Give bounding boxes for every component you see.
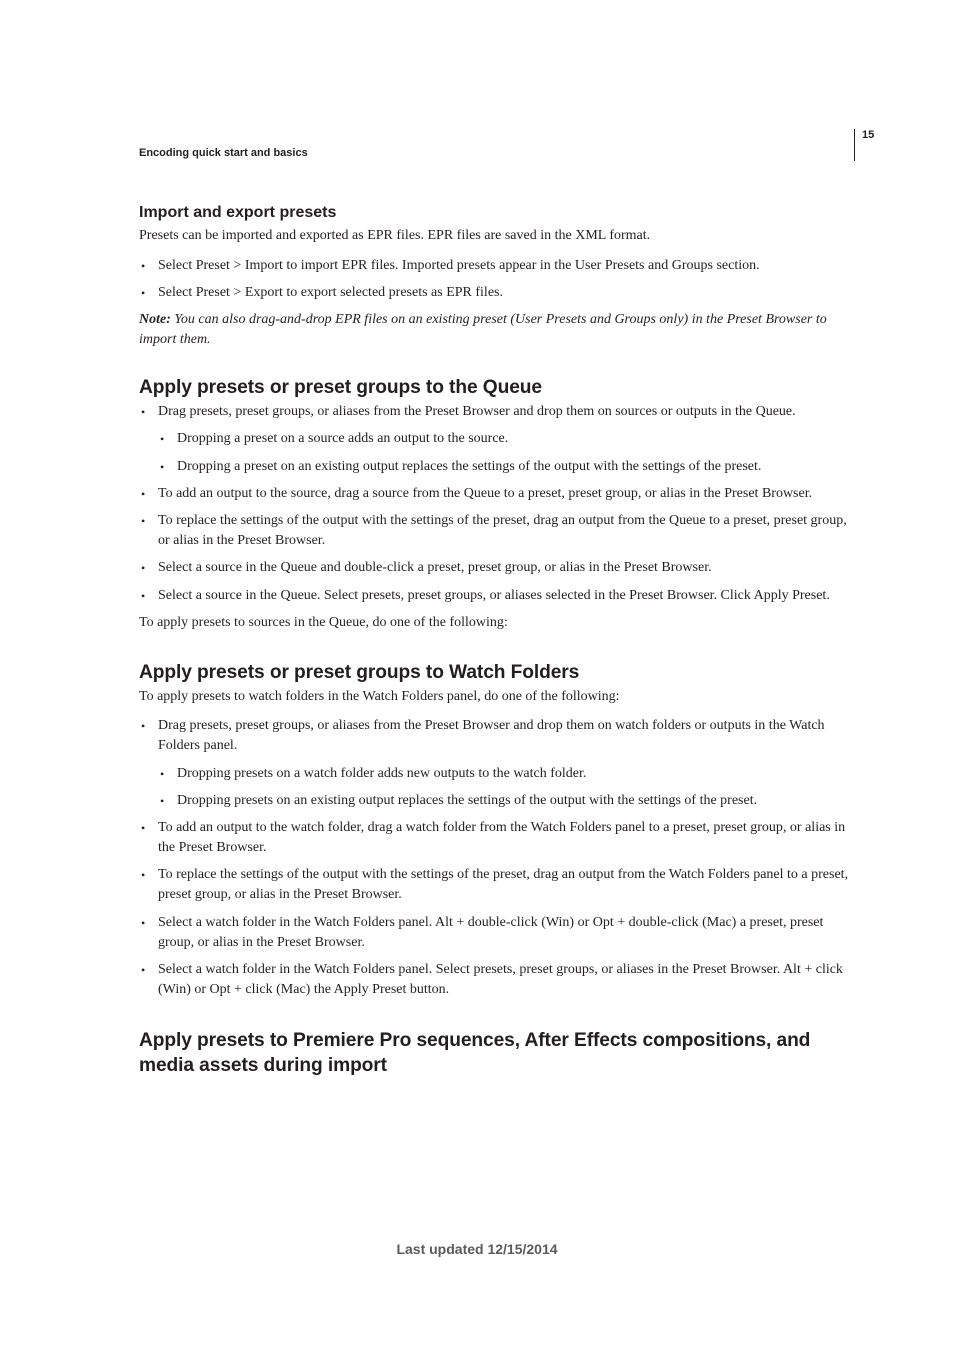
list-item: • Select Preset > Export to export selected presets as EPR files.: [139, 283, 855, 303]
list-item: • To replace the settings of the output with the settings of the preset, drag an output from the Queue to a preset, preset group, or alias in the Preset Browser.: [139, 511, 855, 551]
heading-apply-queue: Apply presets or preset groups to the Queue: [139, 377, 542, 398]
list-item: • Dropping a preset on an existing output replaces the settings of the output with the settings of the preset.: [158, 457, 855, 477]
heading-apply-premiere: Apply presets to Premiere Pro sequences, After Effects compositions, and media assets during import: [139, 1030, 811, 1076]
running-head: Encoding quick start and basics: [139, 147, 308, 159]
list-item: • Select a source in the Queue and double-click a preset, preset group, or alias in the Preset Browser.: [139, 558, 855, 578]
list-item: • Select Preset > Import to import EPR files. Imported presets appear in the User Presets and Groups section.: [139, 256, 855, 276]
watch-intro: To apply presets to watch folders in the Watch Folders panel, do one of the following:: [139, 689, 620, 704]
list-item: • Drag presets, preset groups, or aliases from the Preset Browser and drop them on watch folders or outputs in the Watch Folders panel.: [139, 716, 855, 756]
import-note: [139, 310, 855, 350]
note-label: Note:: [139, 312, 171, 327]
list-item: • Dropping presets on a watch folder adds new outputs to the watch folder.: [158, 764, 855, 784]
watch-bullets: [139, 716, 855, 756]
list-item: • To add an output to the watch folder, drag a watch folder from the Watch Folders panel to a preset, preset group, or alias in the Preset Browser.: [139, 818, 855, 858]
import-bullets: [139, 256, 855, 303]
footer-last-updated: Last updated 12/15/2014: [396, 1241, 558, 1257]
queue-bullets: [139, 402, 855, 422]
page-number: 15: [862, 129, 875, 141]
heading-apply-watch-folders: Apply presets or preset groups to Watch Folders: [139, 662, 580, 683]
queue-bullets-2: [139, 484, 855, 606]
header-rule: [854, 129, 855, 161]
list-item: • Select a source in the Queue. Select presets, preset groups, or aliases selected in the Preset Browser. Click Apply Preset.: [139, 586, 855, 606]
list-item: • Dropping presets on an existing output replaces the settings of the output with the settings of the preset.: [158, 791, 855, 811]
list-item: • Select a watch folder in the Watch Folders panel. Select presets, preset groups, or aliases in the Preset Browser. Alt + click (Win) or Opt + click (Mac) the Apply Preset button.: [139, 960, 855, 1000]
list-item: • Dropping a preset on a source adds an output to the source.: [158, 429, 855, 449]
queue-sub-bullets: [139, 429, 855, 477]
list-item: • To add an output to the source, drag a source from the Queue to a preset, preset group, or alias in the Preset Browser.: [139, 484, 855, 504]
page-content: [139, 203, 855, 1078]
list-item: • Select a watch folder in the Watch Folders panel. Alt + double-click (Win) or Opt + double-click (Mac) a preset, preset group, or alias in the Preset Browser.: [139, 913, 855, 953]
list-item: • To replace the settings of the output with the settings of the preset, drag an output from the Watch Folders panel to a preset, preset group, or alias in the Preset Browser.: [139, 865, 855, 905]
list-item: • Drag presets, preset groups, or aliases from the Preset Browser and drop them on sources or outputs in the Queue.: [139, 402, 855, 422]
import-intro: Presets can be imported and exported as EPR files. EPR files are saved in the XML format.: [139, 228, 651, 243]
heading-import-export: Import and export presets: [139, 204, 337, 221]
note-text: You can also drag-and-drop EPR files on an existing preset (User Presets and Groups only) in the Preset Browser to import them.: [139, 312, 827, 347]
queue-outro: To apply presets to sources in the Queue, do one of the following:: [139, 615, 508, 630]
watch-sub-bullets: [139, 764, 855, 811]
watch-bullets-2: [139, 818, 855, 1000]
